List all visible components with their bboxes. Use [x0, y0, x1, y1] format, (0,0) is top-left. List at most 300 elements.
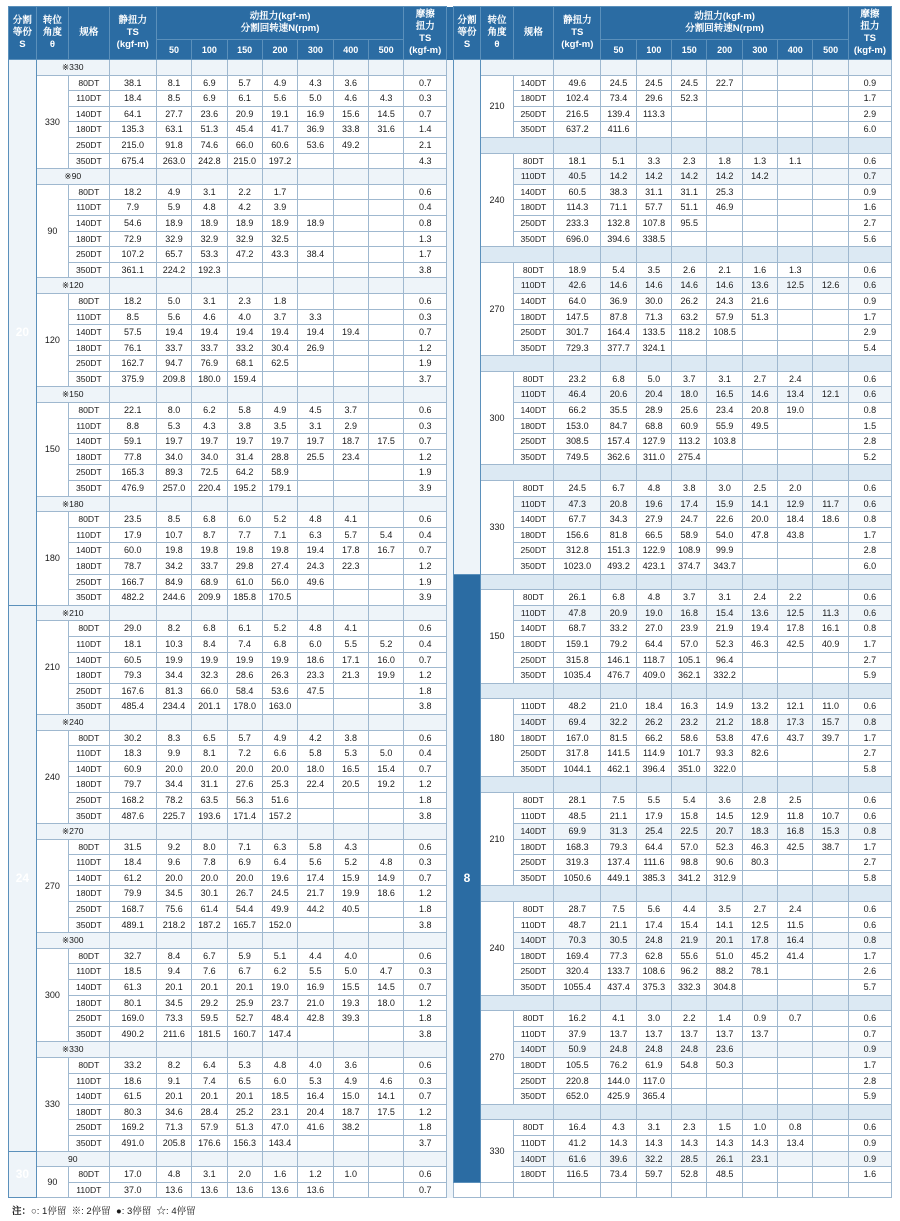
right-dynamic-torque-200: 88.2	[707, 964, 742, 980]
left-dynamic-torque-100: 19.7	[192, 434, 227, 450]
right-static-torque: 68.7	[554, 621, 601, 637]
right-mark-filler	[554, 137, 601, 153]
left-friction-torque: 0.7	[404, 870, 447, 886]
header-division-s-left	[9, 7, 37, 60]
footnote-item-2: ※: 2停留	[71, 1206, 111, 1218]
right-friction-torque: 0.9	[848, 75, 891, 91]
left-dynamic-torque-200: 18.9	[262, 215, 297, 231]
left-dynamic-torque-50: 34.4	[156, 668, 191, 684]
right-dynamic-torque-200	[707, 1089, 742, 1105]
left-friction-torque: 0.7	[404, 543, 447, 559]
right-dynamic-torque-200: 96.4	[707, 652, 742, 668]
right-model-spec: 350DT	[513, 449, 554, 465]
left-model-spec: 250DT	[68, 683, 109, 699]
left-mark-filler	[404, 1151, 447, 1167]
right-model-spec: 110DT	[513, 1026, 554, 1042]
right-friction-torque: 6.0	[848, 559, 891, 575]
left-dynamic-torque-100: 3.1	[192, 184, 227, 200]
right-dynamic-torque-150: 101.7	[672, 746, 707, 762]
left-dynamic-torque-400	[333, 699, 368, 715]
right-mark-filler	[554, 886, 601, 902]
left-dynamic-torque-50: 5.3	[156, 418, 191, 434]
right-dynamic-torque-400	[778, 870, 813, 886]
left-mark-filler	[368, 60, 403, 76]
left-dynamic-torque-150: 2.0	[227, 1167, 262, 1183]
left-dynamic-torque-300: 4.0	[298, 1058, 333, 1074]
right-dynamic-torque-150: 3.7	[672, 371, 707, 387]
right-dynamic-torque-400	[778, 855, 813, 871]
right-friction-torque: 0.6	[848, 387, 891, 403]
right-model-spec: 140DT	[513, 1151, 554, 1167]
right-dynamic-torque-200: 312.9	[707, 870, 742, 886]
header-fr-l3-r: TS	[863, 33, 876, 44]
left-dynamic-torque-150: 66.0	[227, 137, 262, 153]
left-dynamic-torque-50: 244.6	[156, 590, 191, 606]
right-mark-filler	[707, 1104, 742, 1120]
left-static-torque: 675.4	[109, 153, 156, 169]
right-mark-filler	[672, 356, 707, 372]
left-static-torque: 32.7	[109, 948, 156, 964]
left-static-torque: 23.5	[109, 512, 156, 528]
right-dynamic-torque-200: 16.5	[707, 387, 742, 403]
right-mark-filler	[601, 777, 636, 793]
right-model-spec: 140DT	[513, 933, 554, 949]
right-dynamic-torque-300	[742, 325, 777, 341]
footnote-item-1: ○: 1停留	[31, 1206, 67, 1218]
right-dynamic-torque-500	[813, 1042, 848, 1058]
left-dynamic-torque-100: 59.5	[192, 1011, 227, 1027]
left-dynamic-torque-50: 89.3	[156, 465, 191, 481]
right-dynamic-torque-500	[813, 434, 848, 450]
right-dynamic-torque-500	[813, 325, 848, 341]
right-friction-torque: 5.9	[848, 1089, 891, 1105]
right-mark-filler	[813, 886, 848, 902]
left-mark-filler	[156, 387, 191, 403]
right-static-torque: 69.9	[554, 824, 601, 840]
right-dynamic-torque-300: 1.6	[742, 262, 777, 278]
right-dynamic-torque-300: 19.4	[742, 621, 777, 637]
left-model-spec: 350DT	[68, 153, 109, 169]
right-static-torque: 60.5	[554, 184, 601, 200]
right-dynamic-torque-150: 60.9	[672, 418, 707, 434]
left-dynamic-torque-150: 28.6	[227, 668, 262, 684]
right-dynamic-torque-100: 25.4	[636, 824, 671, 840]
right-dynamic-torque-200: 14.5	[707, 808, 742, 824]
left-static-torque: 60.0	[109, 543, 156, 559]
left-dynamic-torque-400: 49.2	[333, 137, 368, 153]
left-dynamic-torque-300: 4.2	[298, 730, 333, 746]
right-friction-torque: 0.6	[848, 808, 891, 824]
left-friction-torque: 1.2	[404, 1104, 447, 1120]
left-dynamic-torque-300: 19.7	[298, 434, 333, 450]
right-dynamic-torque-50: 377.7	[601, 340, 636, 356]
left-friction-torque: 0.4	[404, 636, 447, 652]
left-friction-torque: 0.7	[404, 325, 447, 341]
left-dynamic-torque-50: 65.7	[156, 247, 191, 263]
left-dynamic-torque-50: 20.1	[156, 1089, 191, 1105]
left-dynamic-torque-400: 15.0	[333, 1089, 368, 1105]
left-dynamic-torque-100: 19.9	[192, 652, 227, 668]
left-model-spec: 110DT	[68, 200, 109, 216]
left-mark-filler	[262, 605, 297, 621]
right-dynamic-torque-500: 11.7	[813, 496, 848, 512]
right-model-spec: 180DT	[513, 636, 554, 652]
left-dynamic-torque-200: 19.0	[262, 980, 297, 996]
right-dynamic-torque-400	[778, 1089, 813, 1105]
right-dynamic-torque-300: 12.9	[742, 808, 777, 824]
right-dynamic-torque-400: 2.0	[778, 481, 813, 497]
right-dynamic-torque-300: 17.8	[742, 933, 777, 949]
left-static-torque: 18.4	[109, 855, 156, 871]
right-dynamic-torque-200: 304.8	[707, 980, 742, 996]
left-dynamic-torque-100: 192.3	[192, 262, 227, 278]
right-static-torque: 70.3	[554, 933, 601, 949]
left-mark-filler	[109, 824, 156, 840]
table-header	[9, 7, 892, 60]
right-dynamic-torque-50: 73.4	[601, 91, 636, 107]
right-dynamic-torque-500: 12.1	[813, 387, 848, 403]
right-model-spec: 140DT	[513, 75, 554, 91]
right-mark-filler	[848, 356, 891, 372]
right-dynamic-torque-50: 36.9	[601, 293, 636, 309]
right-static-torque: 1055.4	[554, 980, 601, 996]
right-dynamic-torque-200: 23.4	[707, 403, 742, 419]
right-friction-torque: 0.8	[848, 824, 891, 840]
left-dynamic-torque-150: 20.0	[227, 870, 262, 886]
left-model-spec: 180DT	[68, 449, 109, 465]
left-static-torque: 60.5	[109, 652, 156, 668]
header-rpm-300: 300	[298, 40, 333, 60]
left-friction-torque: 0.3	[404, 855, 447, 871]
left-dynamic-torque-300: 16.4	[298, 1089, 333, 1105]
right-dynamic-torque-300	[742, 106, 777, 122]
left-dynamic-torque-100: 8.0	[192, 839, 227, 855]
left-dynamic-torque-150: 5.7	[227, 730, 262, 746]
right-dynamic-torque-100: 5.5	[636, 792, 671, 808]
left-dynamic-torque-200: 1.7	[262, 184, 297, 200]
left-mark-filler	[333, 1042, 368, 1058]
right-dynamic-torque-50: 157.4	[601, 434, 636, 450]
left-dynamic-torque-400	[333, 262, 368, 278]
header-static-torque-left	[109, 7, 156, 60]
right-dynamic-torque-50: 39.6	[601, 1151, 636, 1167]
right-static-torque: 61.6	[554, 1151, 601, 1167]
right-dynamic-torque-200: 93.3	[707, 746, 742, 762]
right-dynamic-torque-300: 45.2	[742, 948, 777, 964]
right-empty-cell	[707, 1182, 742, 1198]
right-mark-filler	[742, 777, 777, 793]
left-mark-filler	[156, 1042, 191, 1058]
right-dynamic-torque-150	[672, 122, 707, 138]
right-dynamic-torque-300	[742, 200, 777, 216]
right-friction-torque: 0.8	[848, 714, 891, 730]
left-index-angle: 90	[36, 1167, 68, 1198]
left-friction-torque: 0.6	[404, 184, 447, 200]
left-friction-torque: 1.2	[404, 449, 447, 465]
left-mark-filler	[192, 714, 227, 730]
right-mark-filler	[848, 465, 891, 481]
left-dynamic-torque-100: 13.6	[192, 1182, 227, 1198]
right-static-torque: 220.8	[554, 1073, 601, 1089]
left-dynamic-torque-100: 193.6	[192, 808, 227, 824]
left-dynamic-torque-400: 40.5	[333, 902, 368, 918]
left-mark-filler	[227, 387, 262, 403]
right-dynamic-torque-150: 22.5	[672, 824, 707, 840]
left-static-torque: 8.5	[109, 309, 156, 325]
left-friction-torque: 3.8	[404, 262, 447, 278]
right-static-torque: 652.0	[554, 1089, 601, 1105]
right-index-angle: 270	[481, 262, 513, 356]
left-dynamic-torque-200: 43.3	[262, 247, 297, 263]
right-dynamic-torque-50: 24.5	[601, 75, 636, 91]
left-dynamic-torque-100: 51.3	[192, 122, 227, 138]
right-dynamic-torque-400	[778, 215, 813, 231]
right-dynamic-torque-300	[742, 1058, 777, 1074]
right-dynamic-torque-100: 13.7	[636, 1026, 671, 1042]
right-mark-filler	[848, 886, 891, 902]
right-friction-torque: 2.6	[848, 964, 891, 980]
right-model-spec: 80DT	[513, 371, 554, 387]
left-mark-filler	[298, 933, 333, 949]
right-dynamic-torque-200: 108.5	[707, 325, 742, 341]
right-dynamic-torque-100	[636, 122, 671, 138]
left-dynamic-torque-100: 68.9	[192, 574, 227, 590]
left-dynamic-torque-400: 4.9	[333, 1073, 368, 1089]
right-dynamic-torque-500	[813, 106, 848, 122]
right-dynamic-torque-500	[813, 1151, 848, 1167]
left-dynamic-torque-400	[333, 340, 368, 356]
left-dynamic-torque-400: 19.3	[333, 995, 368, 1011]
right-model-spec: 350DT	[513, 1089, 554, 1105]
left-dynamic-torque-150: 27.6	[227, 777, 262, 793]
left-model-spec: 80DT	[68, 184, 109, 200]
left-dynamic-torque-150: 26.7	[227, 886, 262, 902]
left-dynamic-torque-500	[368, 481, 403, 497]
right-mark-filler	[636, 574, 671, 590]
header-friction-torque-left	[404, 7, 447, 60]
right-dynamic-torque-500	[813, 792, 848, 808]
right-dynamic-torque-400	[778, 75, 813, 91]
right-dynamic-torque-500	[813, 902, 848, 918]
right-friction-torque: 2.7	[848, 652, 891, 668]
left-dynamic-torque-300	[298, 1026, 333, 1042]
left-mark-filler	[298, 1151, 333, 1167]
right-dynamic-torque-150: 96.2	[672, 964, 707, 980]
left-static-torque: 18.4	[109, 91, 156, 107]
right-mark-filler	[636, 1104, 671, 1120]
right-dynamic-torque-50: 411.6	[601, 122, 636, 138]
right-mark-filler	[848, 247, 891, 263]
right-dynamic-torque-300: 23.1	[742, 1151, 777, 1167]
left-index-angle: 240	[36, 730, 68, 824]
right-dynamic-torque-200: 1.8	[707, 153, 742, 169]
left-model-spec: 80DT	[68, 948, 109, 964]
left-mark-filler	[262, 278, 297, 294]
right-dynamic-torque-200: 1.4	[707, 1011, 742, 1027]
left-mark-filler	[404, 1042, 447, 1058]
right-friction-torque: 5.6	[848, 231, 891, 247]
right-mark-filler	[742, 574, 777, 590]
left-dynamic-torque-150: 68.1	[227, 356, 262, 372]
left-model-spec: 110DT	[68, 855, 109, 871]
left-mark-filler	[333, 278, 368, 294]
right-dynamic-torque-150: 2.3	[672, 1120, 707, 1136]
header-angle-l3-r: θ	[494, 39, 500, 50]
right-model-spec: 180DT	[513, 91, 554, 107]
right-friction-torque: 5.8	[848, 870, 891, 886]
right-static-torque: 37.9	[554, 1026, 601, 1042]
left-dynamic-torque-100: 6.7	[192, 948, 227, 964]
left-model-spec: 110DT	[68, 636, 109, 652]
right-dynamic-torque-100: 19.6	[636, 496, 671, 512]
right-dynamic-torque-100: 28.9	[636, 403, 671, 419]
left-dynamic-torque-500: 14.5	[368, 106, 403, 122]
left-dynamic-torque-500: 19.2	[368, 777, 403, 793]
left-dynamic-torque-100: 20.0	[192, 761, 227, 777]
left-model-spec: 110DT	[68, 527, 109, 543]
right-mark-filler	[813, 1104, 848, 1120]
right-dynamic-torque-50: 73.4	[601, 1167, 636, 1183]
right-static-torque: 24.5	[554, 481, 601, 497]
right-model-spec: 180DT	[513, 948, 554, 964]
right-index-angle: 240	[481, 902, 513, 996]
left-dynamic-torque-150: 29.8	[227, 559, 262, 575]
left-stop-mark: 90	[36, 1151, 109, 1167]
left-dynamic-torque-500: 18.0	[368, 995, 403, 1011]
right-dynamic-torque-100: 133.5	[636, 325, 671, 341]
right-dynamic-torque-200: 14.9	[707, 699, 742, 715]
right-static-torque: 1044.1	[554, 761, 601, 777]
left-mark-filler	[333, 496, 368, 512]
right-dynamic-torque-50: 6.8	[601, 590, 636, 606]
right-dynamic-torque-50: 5.4	[601, 262, 636, 278]
right-dynamic-torque-500	[813, 543, 848, 559]
left-dynamic-torque-400: 2.9	[333, 418, 368, 434]
right-mark-filler	[778, 777, 813, 793]
right-friction-torque: 1.7	[848, 948, 891, 964]
left-static-torque: 29.0	[109, 621, 156, 637]
left-dynamic-torque-100: 8.7	[192, 527, 227, 543]
right-static-torque: 28.7	[554, 902, 601, 918]
left-mark-filler	[192, 824, 227, 840]
left-dynamic-torque-400: 5.2	[333, 855, 368, 871]
left-dynamic-torque-150: 20.1	[227, 980, 262, 996]
left-dynamic-torque-500	[368, 403, 403, 419]
right-dynamic-torque-50: 34.3	[601, 512, 636, 528]
left-dynamic-torque-100: 34.0	[192, 449, 227, 465]
right-dynamic-torque-150	[672, 106, 707, 122]
right-empty-cell	[481, 1182, 513, 1198]
left-dynamic-torque-50: 94.7	[156, 356, 191, 372]
right-dynamic-torque-100: 26.2	[636, 714, 671, 730]
right-dynamic-torque-100: 57.7	[636, 200, 671, 216]
right-static-torque: 167.0	[554, 730, 601, 746]
left-dynamic-torque-500: 4.6	[368, 1073, 403, 1089]
left-dynamic-torque-100: 7.8	[192, 855, 227, 871]
left-dynamic-torque-200: 143.4	[262, 1135, 297, 1151]
left-dynamic-torque-500	[368, 948, 403, 964]
right-friction-torque: 0.9	[848, 293, 891, 309]
right-stop-mark	[481, 1104, 554, 1120]
left-dynamic-torque-300	[298, 231, 333, 247]
left-model-spec: 180DT	[68, 122, 109, 138]
left-mark-filler	[368, 605, 403, 621]
right-dynamic-torque-50: 144.0	[601, 1073, 636, 1089]
left-dynamic-torque-50: 5.0	[156, 293, 191, 309]
left-dynamic-torque-50: 263.0	[156, 153, 191, 169]
left-dynamic-torque-50: 5.6	[156, 309, 191, 325]
right-mark-filler	[813, 247, 848, 263]
right-dynamic-torque-500: 15.3	[813, 824, 848, 840]
right-dynamic-torque-300: 51.3	[742, 309, 777, 325]
left-dynamic-torque-50: 8.5	[156, 512, 191, 528]
left-dynamic-torque-300: 21.0	[298, 995, 333, 1011]
right-model-spec: 110DT	[513, 387, 554, 403]
left-static-torque: 489.1	[109, 917, 156, 933]
header-ts-l3-r: (kgf-m)	[561, 39, 594, 50]
right-dynamic-torque-150: 52.8	[672, 1167, 707, 1183]
right-dynamic-torque-150: 52.3	[672, 91, 707, 107]
left-dynamic-torque-200: 5.1	[262, 948, 297, 964]
left-dynamic-torque-100: 61.4	[192, 902, 227, 918]
left-static-torque: 169.0	[109, 1011, 156, 1027]
left-dynamic-torque-200	[262, 371, 297, 387]
left-dynamic-torque-200: 18.5	[262, 1089, 297, 1105]
left-dynamic-torque-200: 24.5	[262, 886, 297, 902]
left-dynamic-torque-300: 22.4	[298, 777, 333, 793]
right-friction-torque: 1.7	[848, 309, 891, 325]
left-model-spec: 110DT	[68, 1073, 109, 1089]
left-dynamic-torque-400: 3.8	[333, 730, 368, 746]
left-model-spec: 80DT	[68, 1058, 109, 1074]
left-mark-filler	[227, 714, 262, 730]
left-model-spec: 350DT	[68, 1026, 109, 1042]
left-friction-torque: 0.3	[404, 1073, 447, 1089]
left-dynamic-torque-400: 1.0	[333, 1167, 368, 1183]
left-static-torque: 37.0	[109, 1182, 156, 1198]
right-friction-torque: 0.9	[848, 1135, 891, 1151]
left-dynamic-torque-400	[333, 309, 368, 325]
left-friction-torque: 0.7	[404, 1182, 447, 1198]
left-model-spec: 80DT	[68, 512, 109, 528]
right-dynamic-torque-400: 12.9	[778, 496, 813, 512]
right-dynamic-torque-500	[813, 231, 848, 247]
left-model-spec: 250DT	[68, 574, 109, 590]
right-model-spec: 250DT	[513, 652, 554, 668]
right-dynamic-torque-100: 64.4	[636, 839, 671, 855]
right-dynamic-torque-500	[813, 1073, 848, 1089]
right-dynamic-torque-50: 20.9	[601, 605, 636, 621]
left-mark-filler	[333, 605, 368, 621]
left-dynamic-torque-100: 6.8	[192, 621, 227, 637]
left-dynamic-torque-100: 33.7	[192, 340, 227, 356]
right-friction-torque: 0.8	[848, 621, 891, 637]
left-dynamic-torque-100: 8.1	[192, 746, 227, 762]
right-dynamic-torque-100: 4.8	[636, 481, 671, 497]
right-friction-torque: 1.7	[848, 1058, 891, 1074]
right-dynamic-torque-50: 4.1	[601, 1011, 636, 1027]
left-dynamic-torque-300	[298, 1135, 333, 1151]
right-static-torque: 64.0	[554, 293, 601, 309]
left-model-spec: 180DT	[68, 886, 109, 902]
left-dynamic-torque-100: 3.1	[192, 293, 227, 309]
left-model-spec: 180DT	[68, 231, 109, 247]
right-dynamic-torque-500	[813, 200, 848, 216]
right-dynamic-torque-400	[778, 1167, 813, 1183]
left-mark-filler	[192, 605, 227, 621]
left-dynamic-torque-400: 33.8	[333, 122, 368, 138]
right-dynamic-torque-50: 14.6	[601, 278, 636, 294]
